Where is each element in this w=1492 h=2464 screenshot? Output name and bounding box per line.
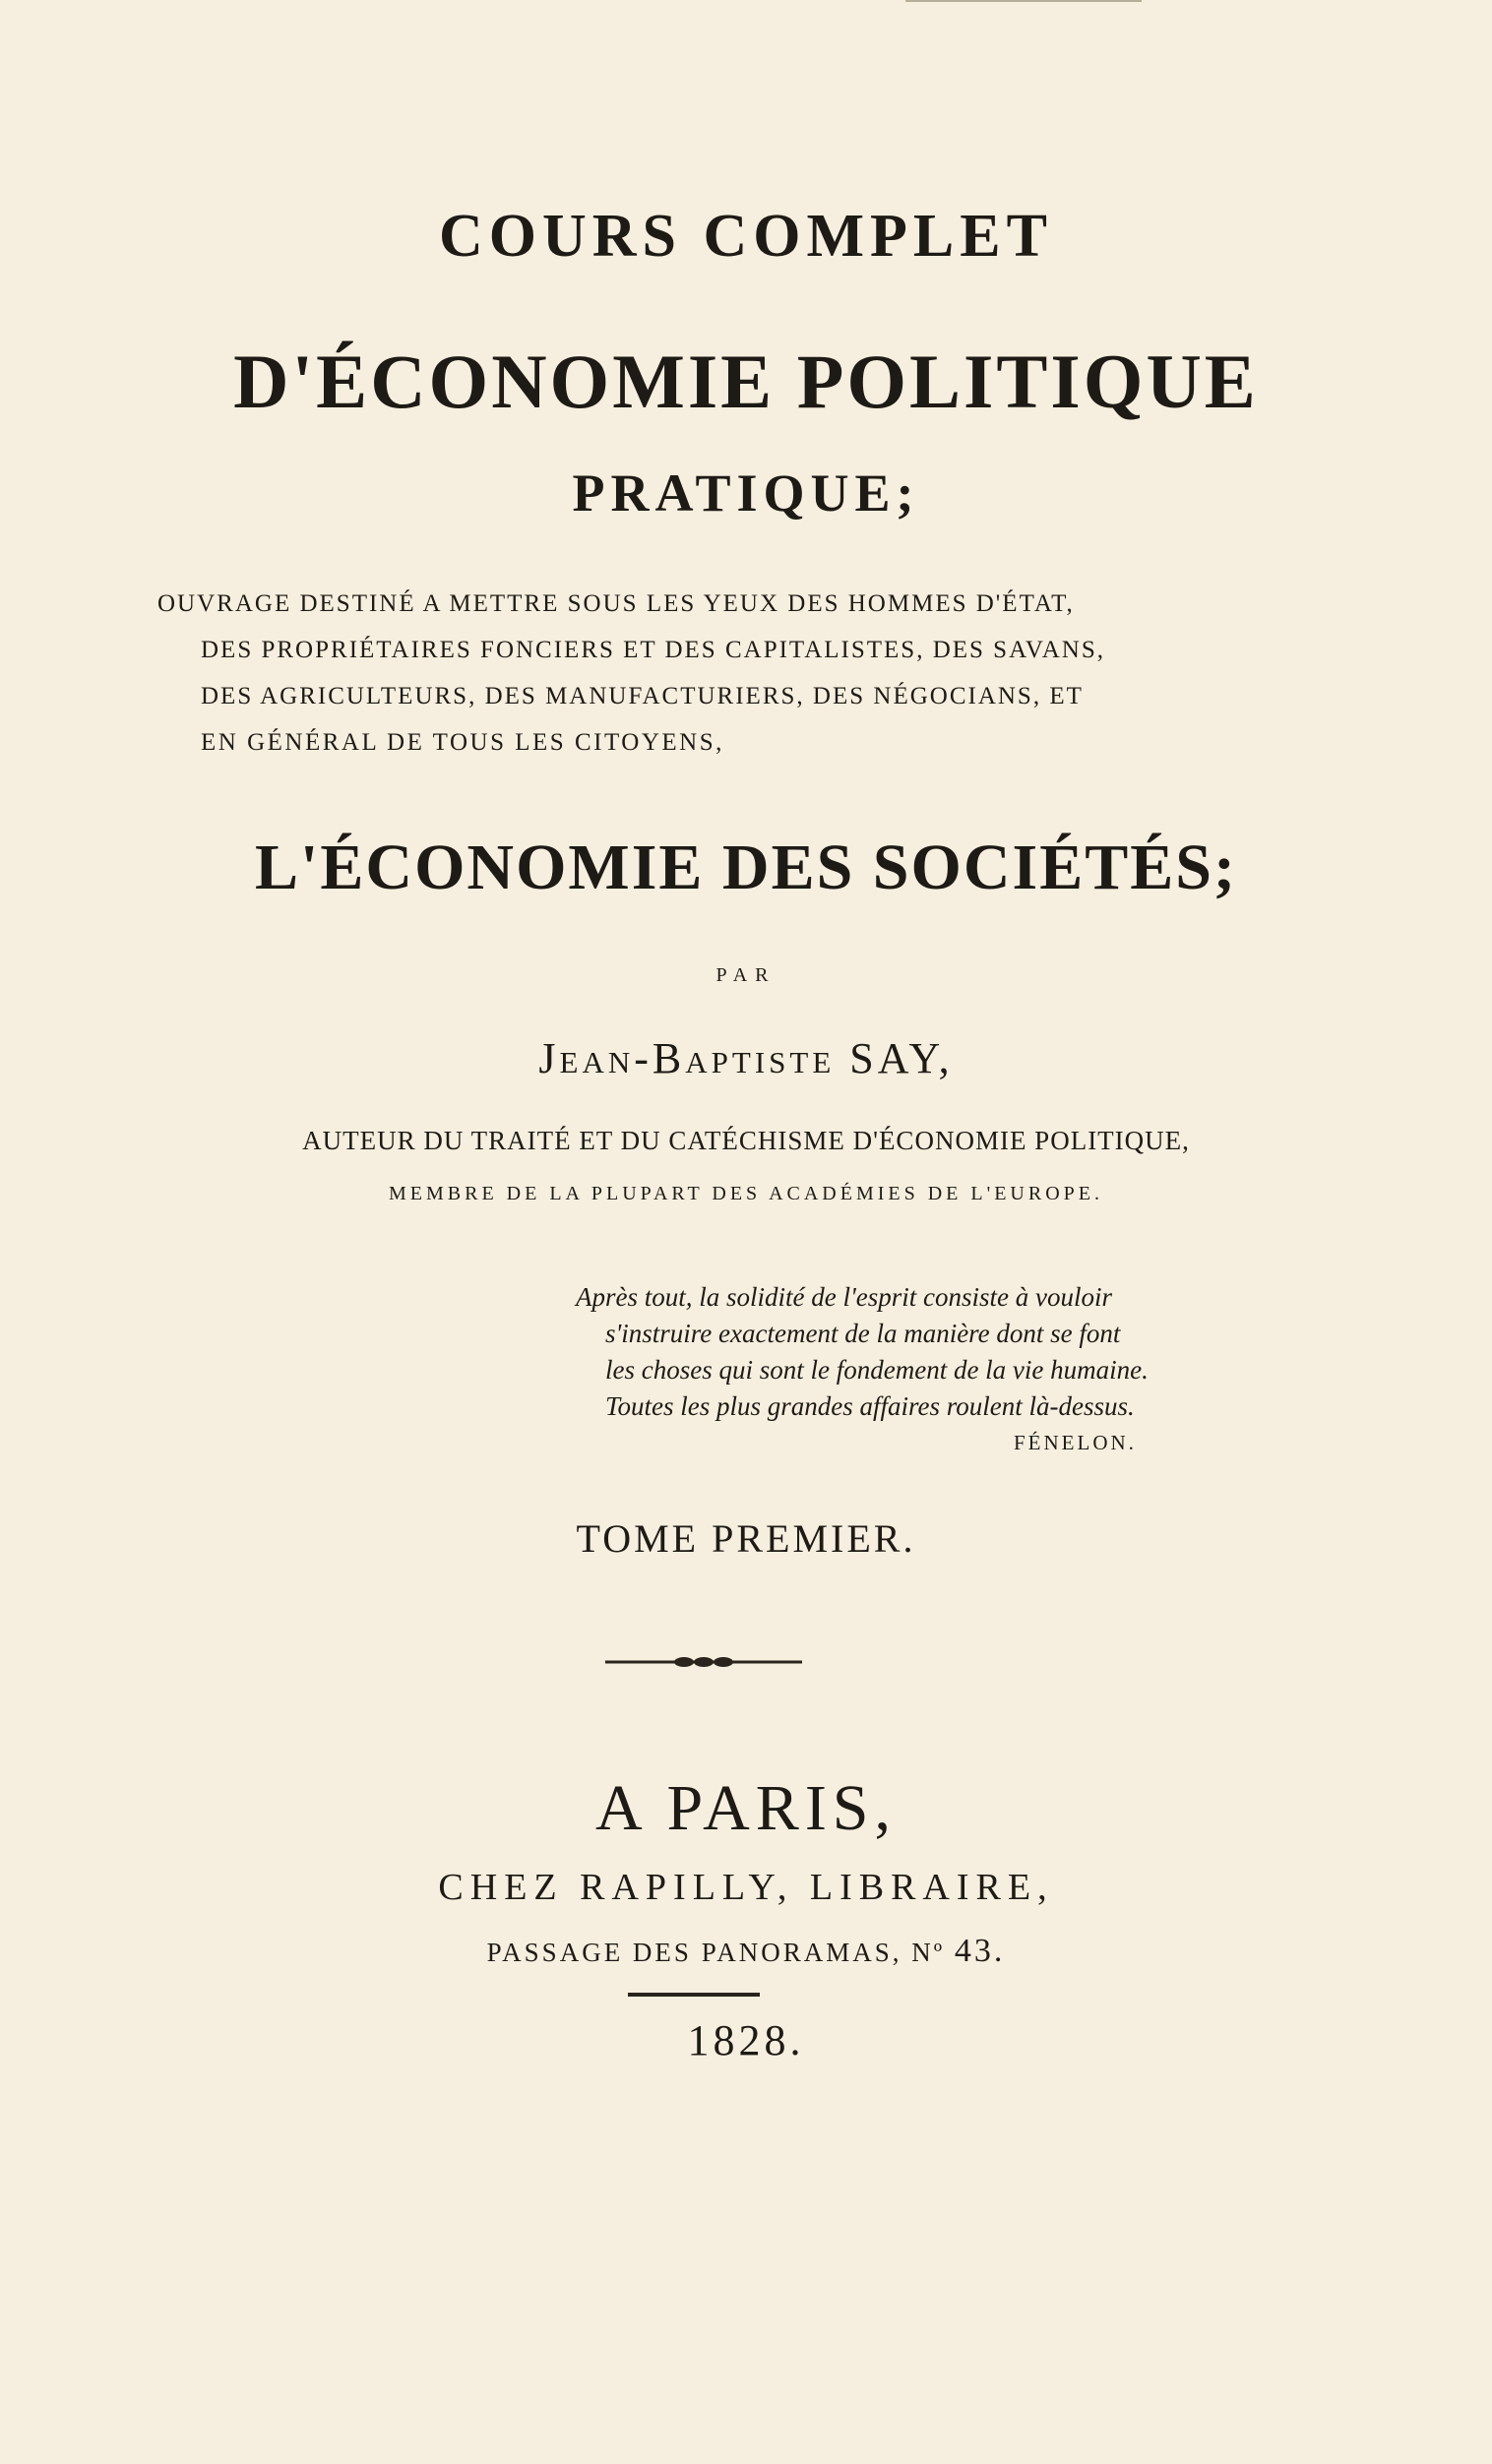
- volume-label: TOME PREMIER.: [576, 1516, 916, 1561]
- author-name: Jean-Baptiste SAY,: [538, 1034, 954, 1082]
- top-edge-rule: [905, 0, 1142, 2]
- ornament-rule-icon: [605, 1650, 802, 1674]
- title-line-3: PRATIQUE;: [572, 463, 920, 523]
- epigraph-line: Toutes les plus grandes affaires roulent là-dessus.: [605, 1391, 1135, 1421]
- imprint-address-number: 43.: [954, 1933, 1006, 1969]
- description-line: DES PROPRIÉTAIRES FONCIERS ET DES CAPITALISTES, DES SAVANS,: [201, 637, 1106, 663]
- imprint-address: [0, 1934, 1492, 1970]
- description-line: EN GÉNÉRAL DE TOUS LES CITOYENS,: [201, 729, 724, 756]
- by-label: PAR: [715, 964, 777, 986]
- author-credential-1: AUTEUR DU TRAITÉ ET DU CATÉCHISME D'ÉCONOMIE POLITIQUE,: [302, 1126, 1190, 1155]
- imprint-city: A PARIS,: [594, 1772, 898, 1844]
- title-line-2: D'ÉCONOMIE POLITIQUE: [233, 339, 1259, 424]
- imprint-address-text: PASSAGE DES PANORAMAS, Nº: [486, 1938, 946, 1967]
- description: [157, 581, 1240, 766]
- title-line-1: COURS COMPLET: [439, 203, 1053, 270]
- epigraph-line: les choses qui sont le fondement de la vie humaine.: [605, 1355, 1149, 1385]
- subject-heading: L'ÉCONOMIE DES SOCIÉTÉS;: [255, 832, 1237, 903]
- imprint-year: 1828.: [687, 2016, 805, 2064]
- year-rule: [628, 1993, 760, 1997]
- imprint-publisher: CHEZ RAPILLY, LIBRAIRE,: [438, 1867, 1054, 1908]
- epigraph-line: s'instruire exactement de la manière dont se font: [605, 1319, 1121, 1348]
- description-line: OUVRAGE DESTINÉ A METTRE SOUS LES YEUX DES HOMMES D'ÉTAT,: [157, 590, 1075, 617]
- epigraph: [576, 1279, 1245, 1461]
- epigraph-line: Après tout, la solidité de l'esprit consiste à vouloir: [576, 1282, 1112, 1312]
- description-line: DES AGRICULTEURS, DES MANUFACTURIERS, DES NÉGOCIANS, ET: [201, 683, 1084, 709]
- epigraph-source: FÉNELON.: [1014, 1431, 1137, 1454]
- author-credential-2: MEMBRE DE LA PLUPART DES ACADÉMIES DE L'EUROPE.: [388, 1183, 1104, 1204]
